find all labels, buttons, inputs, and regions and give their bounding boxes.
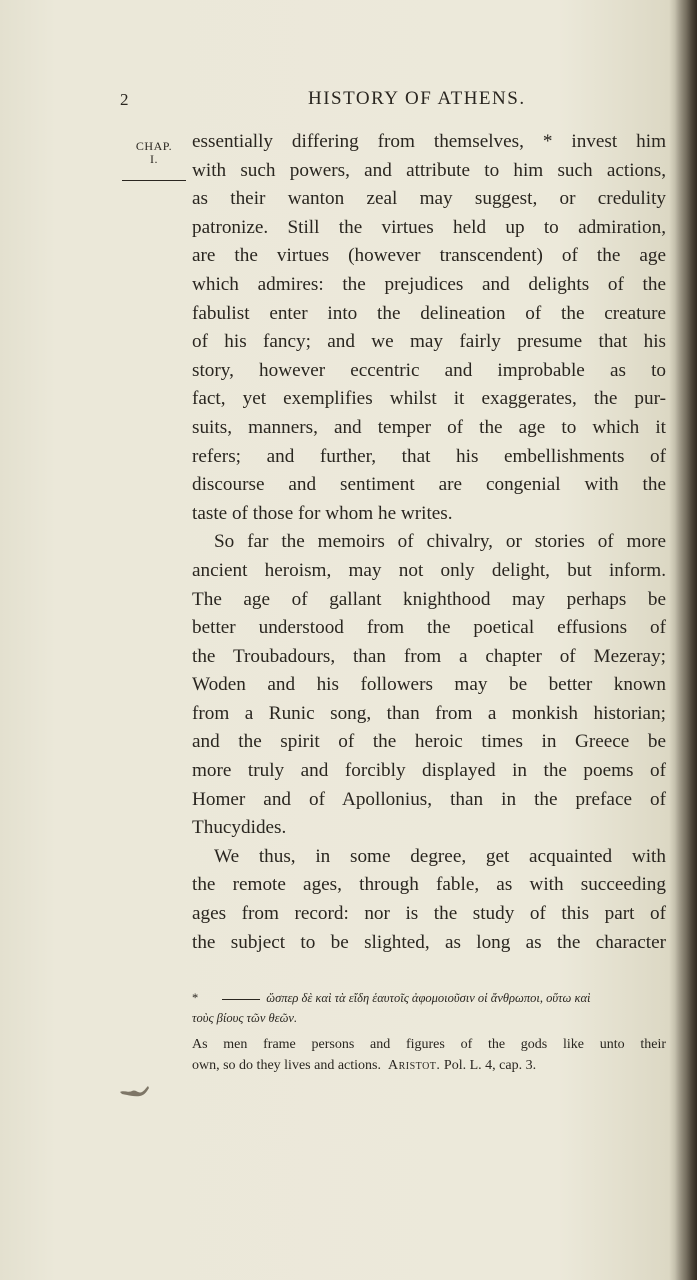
text-line: of his fancy; and we may fairly presume that his [192,331,666,353]
margin-rule [122,180,186,181]
footnote-greek-line [192,988,666,1008]
page-number: 2 [120,90,129,109]
footnote-citation-ref: Pol. L. 4, cap. 3. [443,1058,537,1073]
footnote-dash [222,999,260,1000]
text-line: the remote ages, through fable, as with succeeding [192,874,666,896]
text-line: fabulist enter into the delineation of the creature [192,302,666,324]
text-line: fact, yet exemplifies whilst it exaggerates, the pur- [192,388,666,410]
text-line: story, however eccentric and improbable as to [192,359,666,381]
chapter-margin-note [131,140,177,166]
text-line: patronize. Still the virtues held up to admiration, [192,216,666,238]
ink-blot [118,1082,154,1100]
text-line: So far the memoirs of chivalry, or stories of more [214,531,666,553]
text-line: are the virtues (however transcendent) of the age [192,245,666,267]
text-line: the Troubadours, than from a chapter of Mezeray; [192,645,666,667]
footnote-citation-author: Aristot. [387,1058,441,1073]
footnote-greek-line1: ὥσπερ δὲ καὶ τὰ εἴδη ἑαυτοῖς ἀφομοιοῦσιν οἱ ἄνθρωποι, οὕτω καὶ [266,991,591,1005]
text-line: We thus, in some degree, get acquainted with [214,845,666,867]
margin-note-chap: CHAP. [135,139,173,153]
text-line: with such powers, and attribute to him such actions, [192,159,666,181]
margin-note-number: I. [150,152,158,166]
text-line: suits, manners, and temper of the age to which it [192,416,666,438]
footnote-greek-line2: τοὺς βίους τῶν θεῶν. [192,1011,298,1025]
text-line: Homer and of Apollonius, than in the preface of [192,788,666,810]
text-line: which admires: the prejudices and delights of the [192,273,666,295]
footnote-english-line1: As men frame persons and figures of the gods like unto their [192,1037,666,1052]
footnote-greek [192,988,666,1028]
text-line: from a Runic song, than from a monkish historian; [192,702,666,724]
page-edge-shadow [675,0,697,1280]
text-line: essentially differing from themselves, * invest him [192,131,666,152]
footnote-marker: * [192,991,199,1005]
footnote-english-text: own, so do they lives and actions. [192,1058,381,1073]
text-line: discourse and sentiment are congenial with the [192,474,666,496]
text-line: ages from record: nor is the study of this part of [192,903,666,925]
text-line: as their wanton zeal may suggest, or credulity [192,188,666,210]
text-line: and the spirit of the heroic times in Greece be [192,731,666,753]
text-line: the subject to be slighted, as long as the character [192,931,666,953]
text-line: better understood from the poetical effusions of [192,617,666,639]
text-line: more truly and forcibly displayed in the poems of [192,760,666,782]
body-text [192,128,666,957]
text-line: The age of gallant knighthood may perhaps be [192,588,666,610]
footnote-english [192,1034,666,1076]
text-line: Woden and his followers may be better known [192,674,666,696]
text-line: refers; and further, that his embellishments of [192,445,666,467]
text-line: taste of those for whom he writes. [192,502,453,524]
text-line: ancient heroism, may not only delight, but inform. [192,559,666,581]
footnote-english-line2 [192,1055,666,1076]
text-line: Thucydides. [192,817,287,839]
running-head: HISTORY OF ATHENS. [308,88,526,109]
